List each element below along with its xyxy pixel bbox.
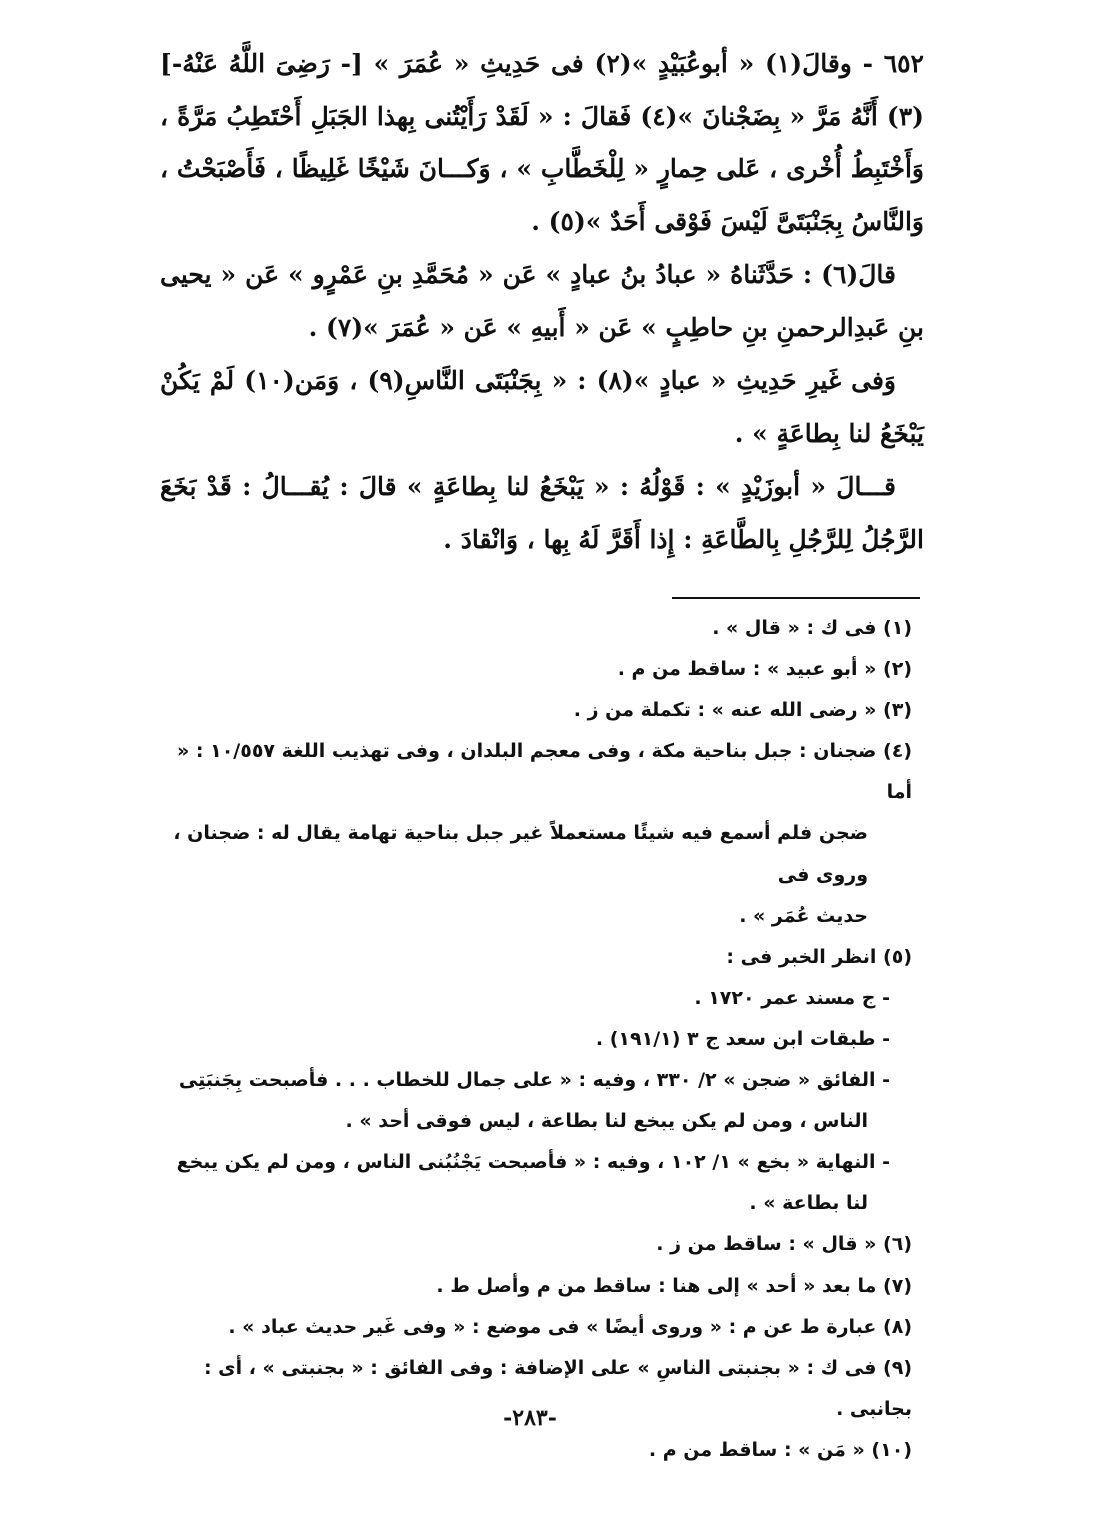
explanation-paragraph: قـــالَ « أبوزَيْدٍ » : قَوْلُهُ : « يَبْخَعُ لنا بِطاعَةٍ » قالَ : يُقـــالُ : قَدْ بَخَعَ الرَّجُلُ لِلرَّجُلِ بِالطَّاعَةِ : إِذا أَقَرَّ لَهُ بِها ، وَانْقادَ .: [160, 472, 924, 554]
footnote-2: (٢) « أبو عبيد » : ساقط من م .: [617, 658, 912, 681]
main-text-block: [160, 38, 924, 566]
page-number: -٢٨٣-: [503, 1405, 557, 1431]
variant-paragraph: وَفى غَيرِ حَدِيثِ « عبادٍ »(٨) : « بِجَنْبَتَى النَّاسِ(٩) ، وَمَن(١٠) لَمْ يَكُنْ يَبْخَعُ لنا بِطاعَةٍ » .: [160, 366, 924, 448]
footnote-1: (١) فى ك : « قال » .: [712, 617, 912, 639]
footnotes-block: [148, 608, 912, 1471]
footnote-5-source-item-continuation: الناس ، ومن لم يكن يبخع لنا بطاعة ، ليس فوقى أحد » .: [345, 1110, 868, 1133]
footnote-10: (١٠) « مَن » : ساقط من م .: [648, 1438, 912, 1461]
footnote-4: (٤) ضجنان : جبل بناحية مكة ، وفى معجم البلدان ، وفى تهذيب اللغة ١٠/٥٥٧ : « أما: [176, 740, 912, 804]
footnote-5: (٥) انظر الخبر فى :: [726, 945, 912, 968]
footnote-3: (٣) « رضى الله عنه » : تكملة من ز .: [573, 699, 912, 722]
footnote-6: (٦) « قال » : ساقط من ز .: [656, 1233, 912, 1256]
entry-paragraph: ٦٥٢ - وقالَ(١) « أبوعُبَيْدٍ »(٢) فى حَدِيثِ « عُمَرَ » [- رَضِىَ اللَّهُ عَنْهُ-](٣) أَنَّهُ مَرَّ « بِضَجْنانَ »(٤) فَقالَ : « لَقَدْ رَأَيْتُنى بِهذا الجَبَلِ أَحْتَطِبُ مَرَّةً ، وَأَخْتَبِطُ أُخْرى ، عَلى حِمارٍ « لِلْخَطَّابِ » ، وَكـــانَ شَيْخًا غَلِيظًا ، فَأَصْبَحْتُ ، وَالنَّاسُ بِجَنْبَتَىَّ لَيْسَ فَوْقى أَحَدٌ »(٥) .: [160, 49, 924, 236]
footnote-5-source-item: - النهاية « بخع » ١/ ١٠٢ ، وفيه : « فأصبحت يَجْنُبُنى الناس ، ومن لم يكن يبخع: [176, 1151, 890, 1174]
footnote-divider: [672, 597, 920, 599]
footnote-5-source-item: - الفائق « ضجن » ٢/ ٣٣٠ ، وفيه : « على جمال للخطاب . . . فأصبحت بِجَنبَتِى: [178, 1069, 890, 1092]
footnote-4-continuation: حديث عُمَر » .: [739, 904, 868, 927]
footnote-9: (٩) فى ك : « بجنبتى الناسِ » على الإضافة : وفى الفائق : « بجنبتى » ، أى : بجانبى .: [203, 1356, 912, 1420]
footnote-5-source-item-continuation: لنا بطاعة » .: [749, 1192, 868, 1215]
footnote-5-source-item: - طبقات ابن سعد ج ٣ (١٩١/١) .: [595, 1027, 890, 1050]
isnad-paragraph: قالَ(٦) : حَدَّثَناهُ « عبادُ بنُ عبادٍ » عَن « مُحَمَّدِ بنِ عَمْرٍو » عَن « يحيى بنِ عَبدِالرحمنِ بنِ حاطِبٍ » عَن « أَبيهِ » عَن « عُمَرَ »(٧) .: [160, 260, 924, 342]
footnote-4-continuation: ضجن فلم أسمع فيه شيئًا مستعملاً غير جبل بناحية تهامة يقال له : ضجنان ، وروى فى: [173, 822, 868, 886]
footnote-8: (٨) عبارة ط عن م : « وروى أيضًا » فى موضع : « وفى غَير حديث عباد » .: [228, 1315, 912, 1338]
footnote-5-source-item: - ج مسند عمر ١٧٢٠ .: [694, 986, 890, 1009]
footnote-7: (٧) ما بعد « أحد » إلى هنا : ساقط من م وأصل ط .: [436, 1274, 912, 1297]
